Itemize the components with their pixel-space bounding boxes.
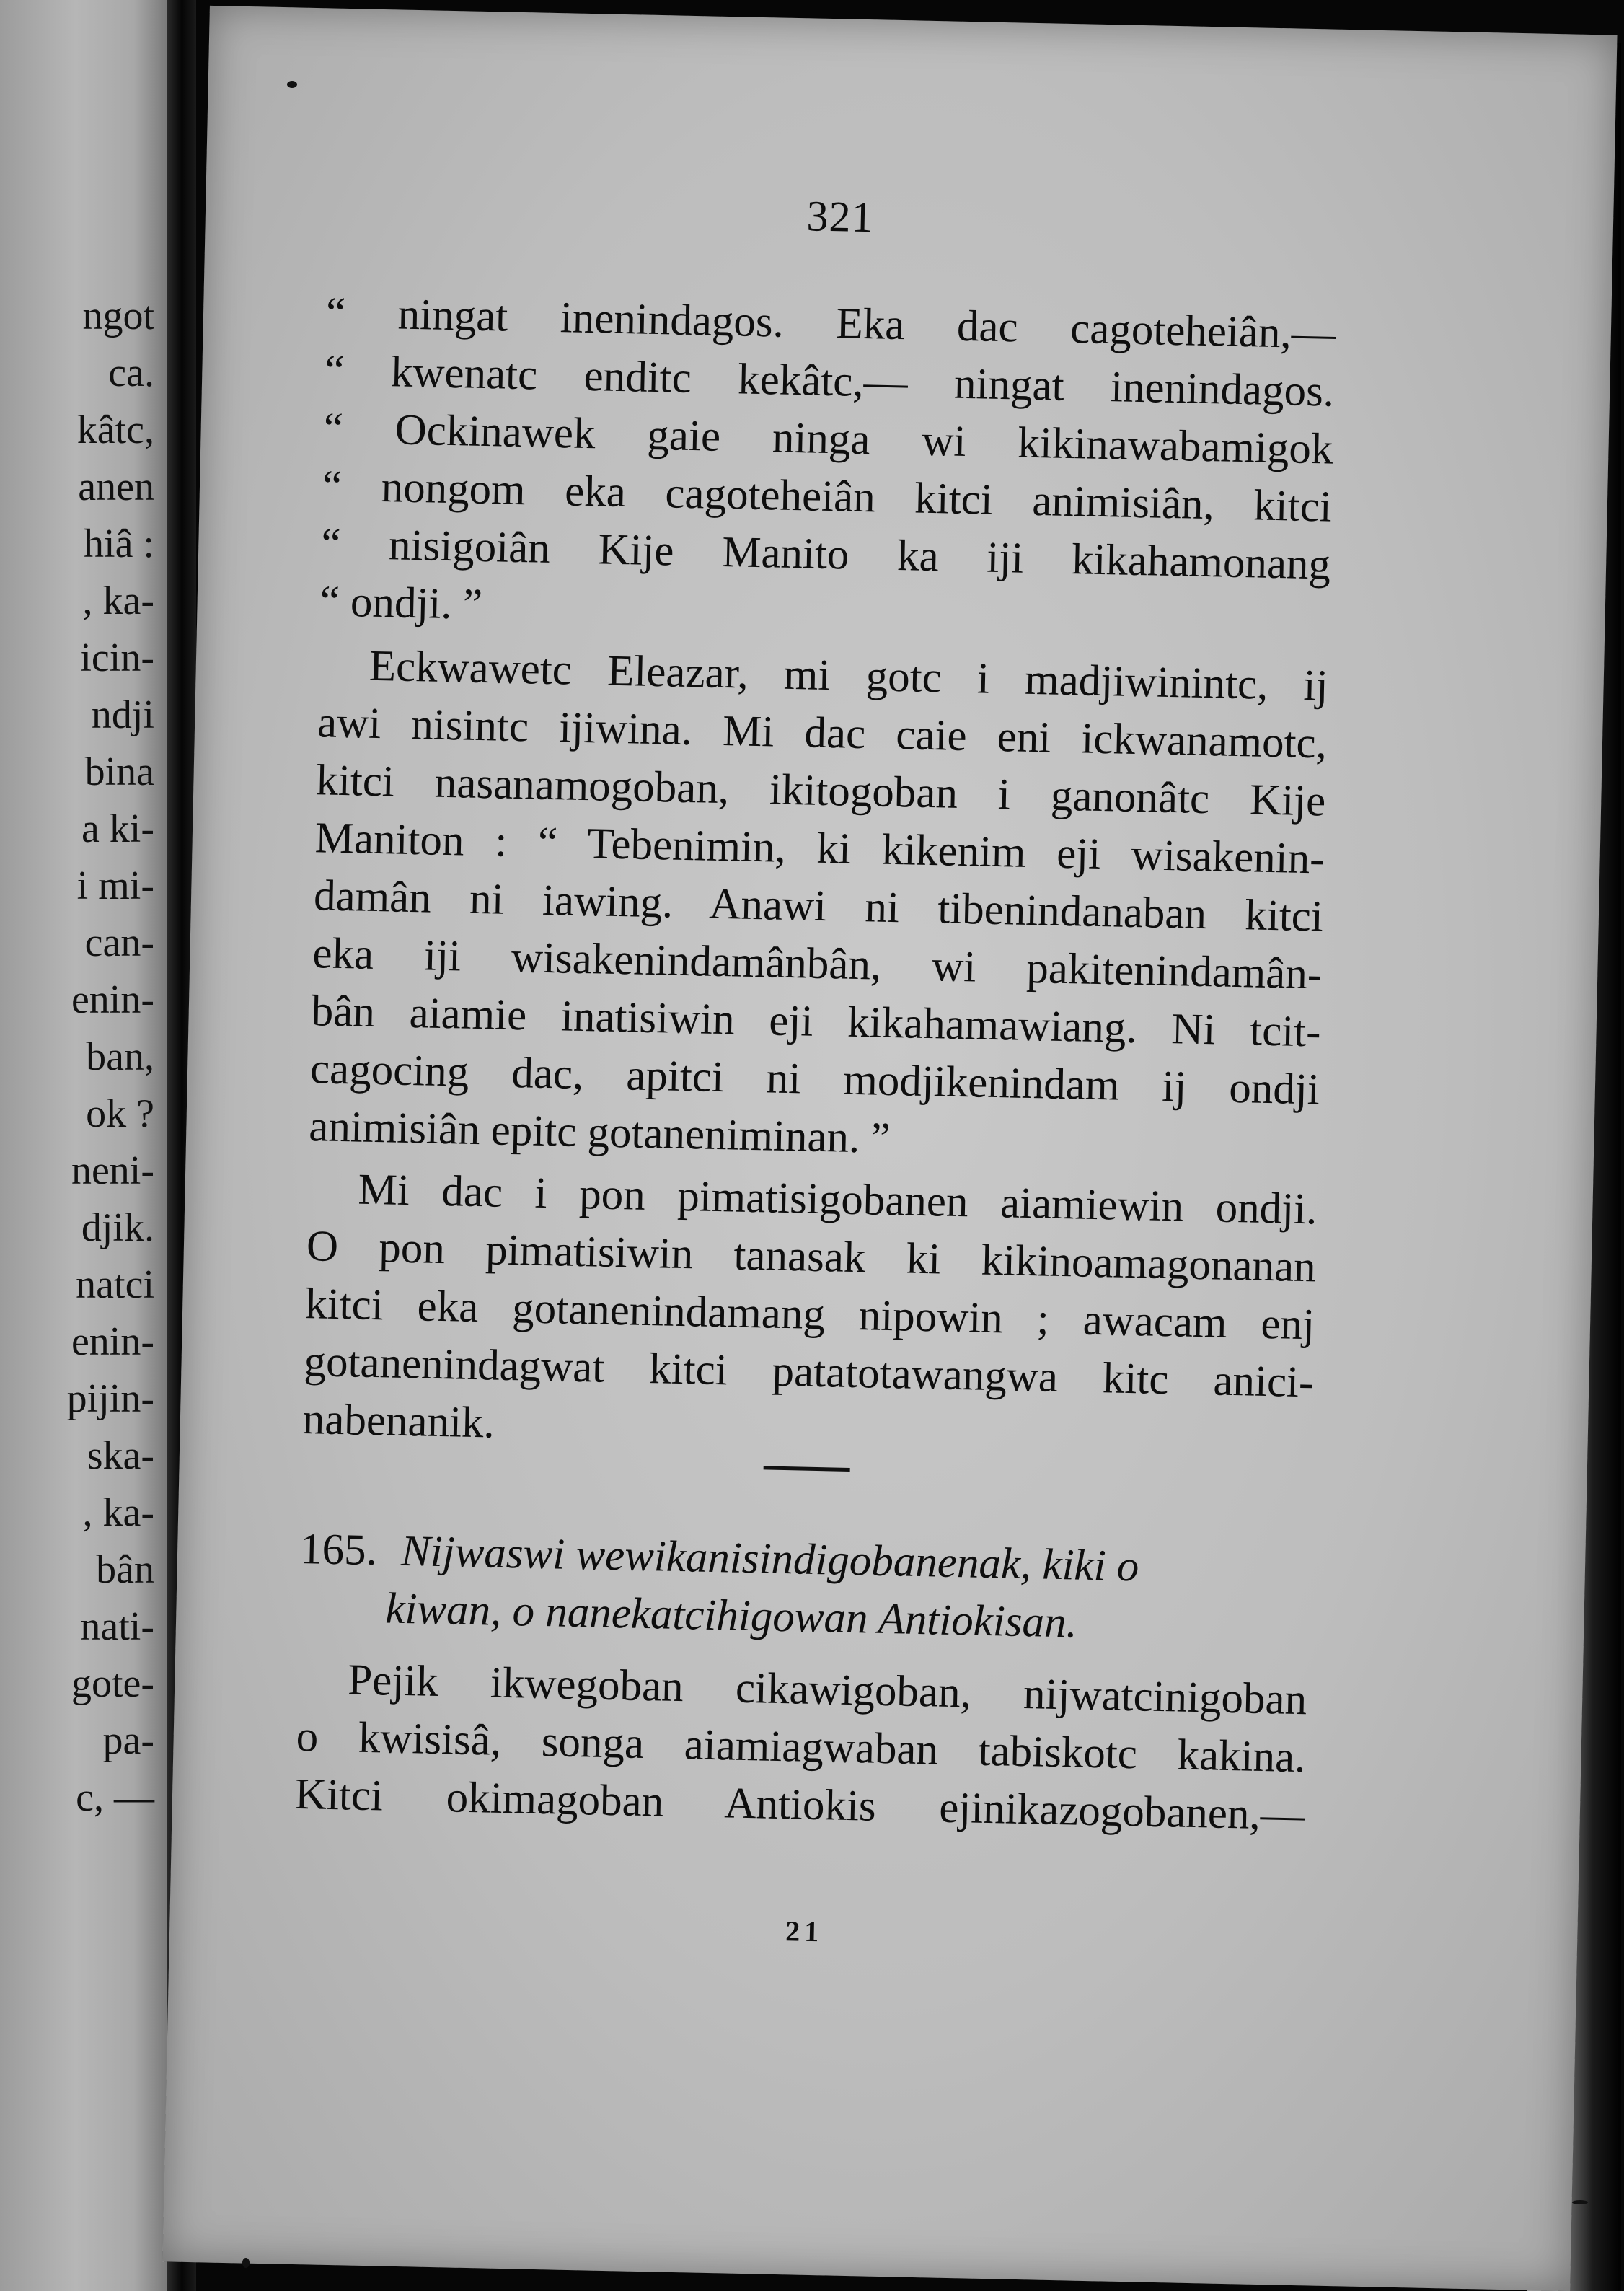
left-page-fragment: enin- — [71, 977, 154, 1022]
text-line: gotanenindagwat kitci patatotawangwa kitc anici- — [303, 1337, 1315, 1407]
section-title-line-1: Nijwaswi wewikanisindigobanenak, kiki o — [400, 1526, 1140, 1591]
text-line: bân aiamie inatisiwin eji kikahamawiang. Ni tcit- — [311, 987, 1322, 1057]
left-page-fragment: nati- — [80, 1604, 154, 1649]
text-line: O pon pimatisiwin tanasak ki kikinoamagonanan — [306, 1222, 1317, 1292]
scan-speck — [242, 2258, 250, 2268]
text-line: kitci eka gotanenindamang nipowin ; awacam enj — [304, 1280, 1315, 1350]
text-line: “ Ockinawek gaie ninga wi kikinawabamigok — [323, 404, 1334, 474]
left-page-fragment: a ki- — [81, 806, 154, 851]
left-page-fragment: ska- — [87, 1433, 154, 1478]
text-line: damân ni iawing. Anawi ni tibenindanaban kitci — [313, 871, 1324, 941]
text-line: eka iji wisakenindamânbân, wi pakitenindamân- — [312, 929, 1323, 999]
text-line: “ nongom eka cagoteheiân kitci animisiân, kitci — [322, 462, 1333, 532]
left-page-fragment: ok ? — [86, 1091, 154, 1136]
left-page-fragment: i mi- — [76, 863, 154, 908]
text-line: Kitci okimagoban Antiokis ejinikazogobanen,— — [294, 1769, 1305, 1840]
left-page-fragment: neni- — [71, 1148, 154, 1193]
scan-speck — [287, 81, 297, 88]
page-number: 321 — [806, 192, 875, 242]
left-page-fragment: ngot — [82, 294, 154, 338]
text-line: “ nisigoiân Kije Manito ka iji kikahamonang — [320, 519, 1331, 589]
text-line: cagocing dac, apitci ni modjikenindam ij ondji — [309, 1045, 1320, 1114]
text-line: “ kwenatc enditc kekâtc,— ningat inenindagos. — [324, 346, 1335, 416]
section-number: 165. — [299, 1525, 378, 1575]
section-divider — [764, 1466, 850, 1472]
text-line: Maniton : “ Tebenimin, ki kikenim eji wisakenin- — [314, 814, 1325, 884]
left-page-fragment: enin- — [71, 1319, 154, 1364]
left-page-fragment: icin- — [80, 636, 154, 680]
text-line: kitci nasanamogoban, ikitogoban i ganonâtc Kije — [315, 756, 1326, 826]
text-line: Eckwawetc Eleazar, mi gotc i madjiwinintc, ij — [369, 641, 1329, 711]
text-line: awi nisintc ijiwina. Mi dac caie eni ickwanamotc, — [317, 698, 1328, 768]
left-page-fragment: bân — [96, 1547, 154, 1592]
left-page-fragment: , ka- — [82, 1490, 154, 1535]
left-page-fragment: gote- — [71, 1661, 154, 1706]
book-page — [162, 6, 1617, 2291]
left-page-fragment: djik. — [81, 1205, 154, 1250]
text-line: animisiân epitc gotaneniminan. ” — [308, 1102, 891, 1164]
left-page-fragment: c, — — [76, 1775, 154, 1820]
text-line: Mi dac i pon pimatisigobanen aiamiewin ondji. — [357, 1165, 1318, 1234]
left-page-fragment: natci — [76, 1262, 154, 1307]
text-line: “ ondji. ” — [319, 577, 483, 629]
left-page-fragment: ban, — [86, 1034, 154, 1079]
left-page-fragment: pijin- — [66, 1376, 154, 1421]
left-page-fragment: ndji — [91, 692, 154, 737]
text-line: nabenanik. — [302, 1395, 495, 1448]
left-page-fragment: kâtc, — [76, 408, 154, 452]
left-page-fragment: pa- — [102, 1718, 154, 1763]
left-page-fragment: bina — [84, 749, 154, 794]
page-content — [294, 8, 1356, 1948]
text-line: o kwisisâ, songa aiamiagwaban tabiskotc kakina. — [296, 1712, 1307, 1782]
left-page-fragment: , ka- — [82, 579, 154, 623]
section-title-line-2: kiwan, o nanekatcihigowan Antiokisan. — [384, 1584, 1078, 1648]
left-page-fragment: ca. — [108, 351, 154, 395]
left-page-fragment: anen — [78, 465, 154, 509]
left-facing-page — [0, 0, 167, 2291]
text-line: Pejik ikwegoban cikawigoban, nijwatcinigoban — [347, 1655, 1307, 1725]
left-page-fragment: hiâ : — [84, 522, 154, 566]
printer-signature: 21 — [785, 1914, 824, 1948]
scan-speck — [1572, 2200, 1588, 2204]
text-line: “ ningat inenindagos. Eka dac cagoteheiân,— — [325, 289, 1336, 359]
left-page-fragment: can- — [84, 920, 154, 965]
